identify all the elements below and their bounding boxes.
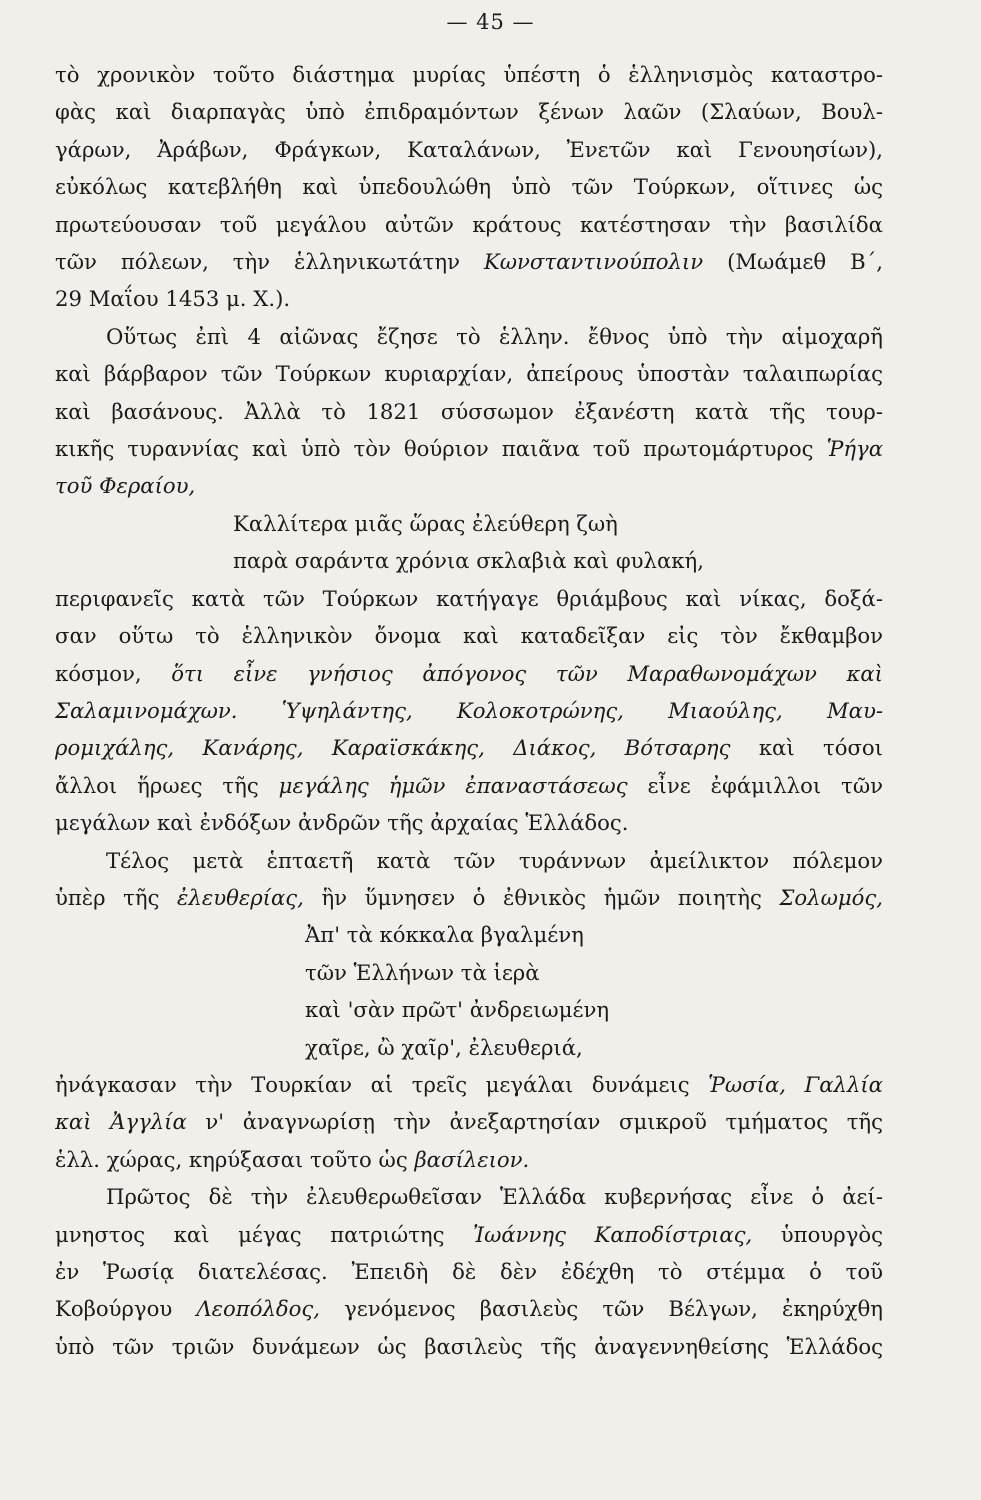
text-line: καὶ βασάνους. Ἀλλὰ τὸ 1821 σύσσωμον ἐξανέστη κατὰ τῆς τουρ- <box>55 398 883 424</box>
text-line: Οὕτως ἐπὶ 4 αἰῶνας ἔζησε τὸ ἑλλην. ἔθνος ὑπὸ τὴν αἱμοχαρῆ <box>106 323 883 349</box>
italic-run: Ῥωσία, Γαλλία <box>708 1071 883 1097</box>
text-line <box>55 655 883 692</box>
verse-line: χαῖρε, ὢ χαῖρ', ἐλευθεριά, <box>305 1034 583 1060</box>
text-run: τῶν πόλεων, τὴν ἑλληνικωτάτην <box>55 249 460 275</box>
verse-line: Ἀπ' τὰ κόκκαλα βγαλμένη <box>305 922 584 948</box>
italic-run: καὶ Ἀγγλία <box>55 1109 187 1135</box>
text-line: πρωτεύουσαν τοῦ μεγάλου αὐτῶν κράτους κατέστησαν τὴν βασιλίδα <box>55 211 883 237</box>
text-run: ὑπουργὸς <box>780 1221 883 1247</box>
text-run: γενόμενος βασιλεὺς τῶν Βέλγων, ἐκηρύχθη <box>344 1296 883 1322</box>
text-line: 29 Μαΐου 1453 μ. Χ.). <box>55 286 291 312</box>
text-run: (Μωάμεθ Β΄, <box>727 249 883 275</box>
italic-run: μεγάλης ἡμῶν ἐπαναστάσεως <box>278 772 628 798</box>
italic-run: ρομιχάλης, Κανάρης, Καραϊσκάκης, Διάκος, Βότσαρης <box>55 735 731 761</box>
text-run: εἶνε ἐφάμιλλοι τῶν <box>647 772 883 798</box>
text-line: Σαλαμινομάχων. Ὑψηλάντης, Κολοκοτρώνης, Μιαούλης, Μαυ- <box>55 697 883 723</box>
text-line <box>55 879 883 916</box>
body-text <box>55 56 883 1365</box>
text-run: κόσμον, <box>55 660 142 686</box>
text-line: Πρῶτος δὲ τὴν ἐλευθερωθεῖσαν Ἑλλάδα κυβερνήσας εἶνε ὁ ἀεί- <box>106 1184 883 1210</box>
text-line <box>55 1290 883 1327</box>
italic-run: ὅτι εἶνε γνήσιος ἀπόγονος τῶν Μαραθωνομάχων καὶ <box>171 660 883 686</box>
text-run: ἣν ὕμνησεν ὁ ἐθνικὸς ἡμῶν ποιητὴς <box>321 884 762 910</box>
italic-run: ἐλευθερίας, <box>177 884 304 910</box>
italic-name: Ἰωάννης Καποδίστριας, <box>473 1221 753 1247</box>
text-line <box>55 767 883 804</box>
text-line: ὑπὸ τῶν τριῶν δυνάμεων ὡς βασιλεὺς τῆς ἀναγεννηθείσης Ἑλλάδος <box>55 1333 883 1359</box>
italic-name: Λεοπόλδος, <box>196 1296 321 1322</box>
text-line: σαν οὕτω τὸ ἑλληνικὸν ὄνομα καὶ καταδεῖξαν εἰς τὸν ἔκθαμβον <box>55 623 883 649</box>
text-run: καὶ τόσοι <box>758 735 883 761</box>
text-line: μεγάλων καὶ ἐνδόξων ἀνδρῶν τῆς ἀρχαίας Ἑλλάδος. <box>55 810 629 836</box>
verse-line: τῶν Ἑλλήνων τὰ ἱερὰ <box>305 959 540 985</box>
text-line <box>55 1216 883 1253</box>
text-line <box>55 1141 883 1178</box>
page-number: — 45 — <box>446 10 535 34</box>
text-line <box>55 1103 883 1140</box>
verse-line: παρὰ σαράντα χρόνια σκλαβιὰ καὶ φυλακή, <box>233 548 704 574</box>
verse-line: Καλλίτερα μιᾶς ὥρας ἐλεύθερη ζωὴ <box>233 510 618 536</box>
italic-name: Ῥήγα <box>826 436 883 462</box>
text-line: ἐν Ῥωσίᾳ διατελέσας. Ἐπειδὴ δὲ δὲν ἐδέχθη τὸ στέμμα ὁ τοῦ <box>55 1259 883 1284</box>
text-line: Τέλος μετὰ ἑπταετῆ κατὰ τῶν τυράννων ἀμείλικτον πόλεμον <box>106 847 883 873</box>
italic-run: βασίλειον. <box>414 1146 530 1172</box>
verse-line: καὶ 'σὰν πρῶτ' ἀνδρειωμένη <box>305 997 610 1023</box>
text-line: γάρων, Ἀράβων, Φράγκων, Καταλάνων, Ἐνετῶν καὶ Γενουησίων), <box>55 136 883 162</box>
text-line <box>55 243 883 280</box>
text-line: καὶ βάρβαρον τῶν Τούρκων κυριαρχίαν, ἀπείρους ὑποστὰν ταλαιπωρίας <box>55 361 883 387</box>
text-line: φὰς καὶ διαρπαγὰς ὑπὸ ἐπιδραμόντων ξένων λαῶν (Σλαύων, Βουλ- <box>55 99 883 125</box>
text-line: τὸ χρονικὸν τοῦτο διάστημα μυρίας ὑπέστη ὁ ἑλληνισμὸς καταστρο- <box>55 62 883 87</box>
text-run: ἠνάγκασαν τὴν Τουρκίαν αἱ τρεῖς μεγάλαι δυνάμεις <box>55 1071 690 1097</box>
italic-name: Κωνσταντινούπολιν <box>483 249 704 275</box>
text-run: ὑπὲρ τῆς <box>55 884 160 910</box>
text-run: κικῆς τυραννίας καὶ ὑπὸ τὸν θούριον παιᾶνα τοῦ πρωτομάρτυρος <box>55 436 814 462</box>
text-run: ἑλλ. χώρας, κηρύξασαι τοῦτο ὡς <box>55 1146 408 1172</box>
italic-name: Σολωμός, <box>779 884 883 910</box>
text-run: ν' ἀναγνωρίσῃ τὴν ἀνεξαρτησίαν σμικροῦ τμήματος τῆς <box>205 1109 883 1135</box>
text-line <box>55 430 883 467</box>
text-line: τοῦ Φεραίου, <box>55 473 196 499</box>
text-line: περιφανεῖς κατὰ τῶν Τούρκων κατήγαγε θριάμβους καὶ νίκας, δοξά- <box>55 585 883 611</box>
text-run: μνηστος καὶ μέγας πατριώτης <box>55 1221 445 1247</box>
text-run: ἄλλοι ἥρωες τῆς <box>55 772 259 798</box>
text-line: εὐκόλως κατεβλήθη καὶ ὑπεδουλώθη ὑπὸ τῶν Τούρκων, οἵτινες ὡς <box>55 174 883 200</box>
text-line <box>55 729 883 766</box>
text-line <box>55 1066 883 1103</box>
text-run: Κοβούργου <box>55 1296 173 1322</box>
